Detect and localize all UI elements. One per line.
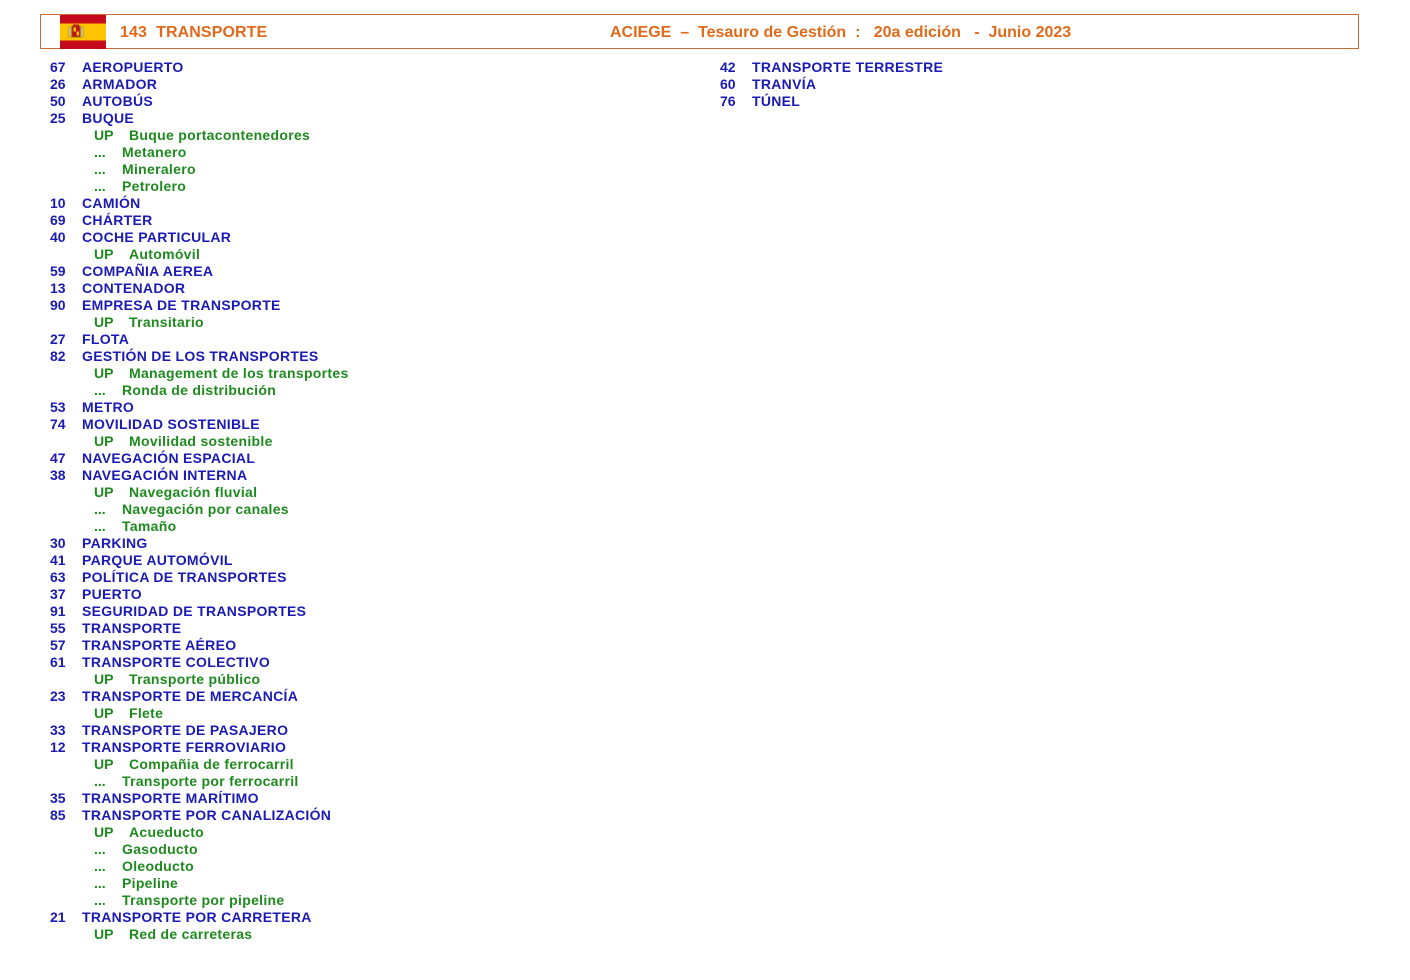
term-number: 12: [50, 739, 66, 755]
page-title: 143 TRANSPORTE: [120, 24, 268, 41]
term-label: TRANSPORTE: [82, 620, 182, 636]
dots-marker: ...: [94, 178, 106, 194]
sub-term-label: Transitario: [129, 314, 204, 330]
term-label: TRANSPORTE FERROVIARIO: [82, 739, 287, 755]
up-marker: UP: [94, 671, 114, 687]
up-marker: UP: [94, 756, 114, 772]
sub-term-label: Oleoducto: [122, 858, 194, 874]
term-label: AUTOBÚS: [82, 93, 154, 109]
term-number: 74: [50, 416, 66, 432]
term-label: PARKING: [82, 535, 148, 551]
term-number: 21: [50, 909, 66, 925]
term-number: 82: [50, 348, 66, 364]
term-number: 40: [50, 229, 66, 245]
dots-marker: ...: [94, 892, 106, 908]
up-marker: UP: [94, 314, 114, 330]
term-number: 38: [50, 467, 66, 483]
up-marker: UP: [94, 127, 114, 143]
sub-term-label: Tamaño: [122, 518, 177, 534]
up-marker: UP: [94, 926, 114, 942]
dots-marker: ...: [94, 858, 106, 874]
dots-marker: ...: [94, 773, 106, 789]
term-number: 63: [50, 569, 66, 585]
term-label: PUERTO: [82, 586, 142, 602]
sub-term-label: Metanero: [122, 144, 187, 160]
sub-term-label: Ronda de distribución: [122, 382, 277, 398]
term-number: 30: [50, 535, 66, 551]
dots-marker: ...: [94, 501, 106, 517]
dots-marker: ...: [94, 518, 106, 534]
dots-marker: ...: [94, 161, 106, 177]
term-label: ARMADOR: [82, 76, 158, 92]
term-number: 61: [50, 654, 66, 670]
term-number: 26: [50, 76, 66, 92]
sub-term-label: Transporte público: [129, 671, 261, 687]
term-number: 57: [50, 637, 66, 653]
dots-marker: ...: [94, 144, 106, 160]
term-number: 13: [50, 280, 66, 296]
sub-term-label: Pipeline: [122, 875, 179, 891]
sub-term-label: Management de los transportes: [129, 365, 349, 381]
page-header: [40, 14, 1359, 49]
term-number: 60: [720, 76, 736, 92]
sub-term-label: Transporte por pipeline: [122, 892, 285, 908]
term-label: TRANSPORTE DE MERCANCÍA: [82, 688, 299, 704]
dots-marker: ...: [94, 875, 106, 891]
term-number: 47: [50, 450, 66, 466]
sub-term-label: Flete: [129, 705, 164, 721]
term-label: AEROPUERTO: [82, 59, 184, 75]
term-number: 90: [50, 297, 66, 313]
term-number: 59: [50, 263, 66, 279]
term-number: 55: [50, 620, 66, 636]
term-number: 27: [50, 331, 66, 347]
term-label: TRANSPORTE TERRESTRE: [752, 59, 944, 75]
term-number: 33: [50, 722, 66, 738]
term-label: TRANSPORTE COLECTIVO: [82, 654, 271, 670]
term-label: TRANSPORTE DE PASAJERO: [82, 722, 289, 738]
sub-term-label: Movilidad sostenible: [129, 433, 273, 449]
term-label: NAVEGACIÓN ESPACIAL: [82, 450, 256, 466]
term-label: COCHE PARTICULAR: [82, 229, 232, 245]
term-number: 91: [50, 603, 66, 619]
term-label: CAMIÓN: [82, 195, 141, 211]
term-label: METRO: [82, 399, 135, 415]
term-label: SEGURIDAD DE TRANSPORTES: [82, 603, 307, 619]
sub-term-label: Acueducto: [129, 824, 205, 840]
term-label: TRANVÍA: [752, 76, 817, 92]
sub-term-label: Red de carreteras: [129, 926, 253, 942]
dots-marker: ...: [94, 382, 106, 398]
sub-term-label: Petrolero: [122, 178, 187, 194]
term-number: 76: [720, 93, 736, 109]
up-marker: UP: [94, 824, 114, 840]
term-number: 85: [50, 807, 66, 823]
term-label: EMPRESA DE TRANSPORTE: [82, 297, 281, 313]
term-label: GESTIÓN DE LOS TRANSPORTES: [82, 348, 319, 364]
term-label: TRANSPORTE POR CARRETERA: [82, 909, 312, 925]
term-number: 23: [50, 688, 66, 704]
up-marker: UP: [94, 484, 114, 500]
spain-flag-icon: [60, 15, 106, 49]
term-label: CHÁRTER: [82, 212, 153, 228]
term-number: 67: [50, 59, 66, 75]
sub-term-label: Mineralero: [122, 161, 196, 177]
sub-term-label: Navegación por canales: [122, 501, 289, 517]
term-number: 69: [50, 212, 66, 228]
term-label: COMPAÑIA AEREA: [82, 263, 214, 279]
term-label: TÚNEL: [752, 93, 801, 109]
term-label: PARQUE AUTOMÓVIL: [82, 552, 233, 568]
term-label: TRANSPORTE MARÍTIMO: [82, 790, 259, 806]
term-label: BUQUE: [82, 110, 135, 126]
term-number: 42: [720, 59, 736, 75]
term-number: 37: [50, 586, 66, 602]
up-marker: UP: [94, 365, 114, 381]
up-marker: UP: [94, 705, 114, 721]
up-marker: UP: [94, 433, 114, 449]
sub-term-label: Navegación fluvial: [129, 484, 258, 500]
term-label: CONTENADOR: [82, 280, 186, 296]
term-number: 41: [50, 552, 66, 568]
term-label: MOVILIDAD SOSTENIBLE: [82, 416, 260, 432]
up-marker: UP: [94, 246, 114, 262]
term-number: 50: [50, 93, 66, 109]
term-number: 25: [50, 110, 66, 126]
sub-term-label: Transporte por ferrocarril: [122, 773, 299, 789]
term-number: 35: [50, 790, 66, 806]
edition-info: ACIEGE – Tesauro de Gestión : 20a edición - Junio 2023: [610, 24, 1072, 41]
term-label: NAVEGACIÓN INTERNA: [82, 467, 248, 483]
sub-term-label: Compañia de ferrocarril: [129, 756, 294, 772]
term-label: TRANSPORTE POR CANALIZACIÓN: [82, 807, 332, 823]
term-number: 53: [50, 399, 66, 415]
sub-term-label: Gasoducto: [122, 841, 198, 857]
term-label: POLÍTICA DE TRANSPORTES: [82, 569, 287, 585]
sub-term-label: Automóvil: [129, 246, 201, 262]
term-number: 10: [50, 195, 66, 211]
sub-term-label: Buque portacontenedores: [129, 127, 311, 143]
dots-marker: ...: [94, 841, 106, 857]
term-label: FLOTA: [82, 331, 130, 347]
term-label: TRANSPORTE AÉREO: [82, 637, 237, 653]
